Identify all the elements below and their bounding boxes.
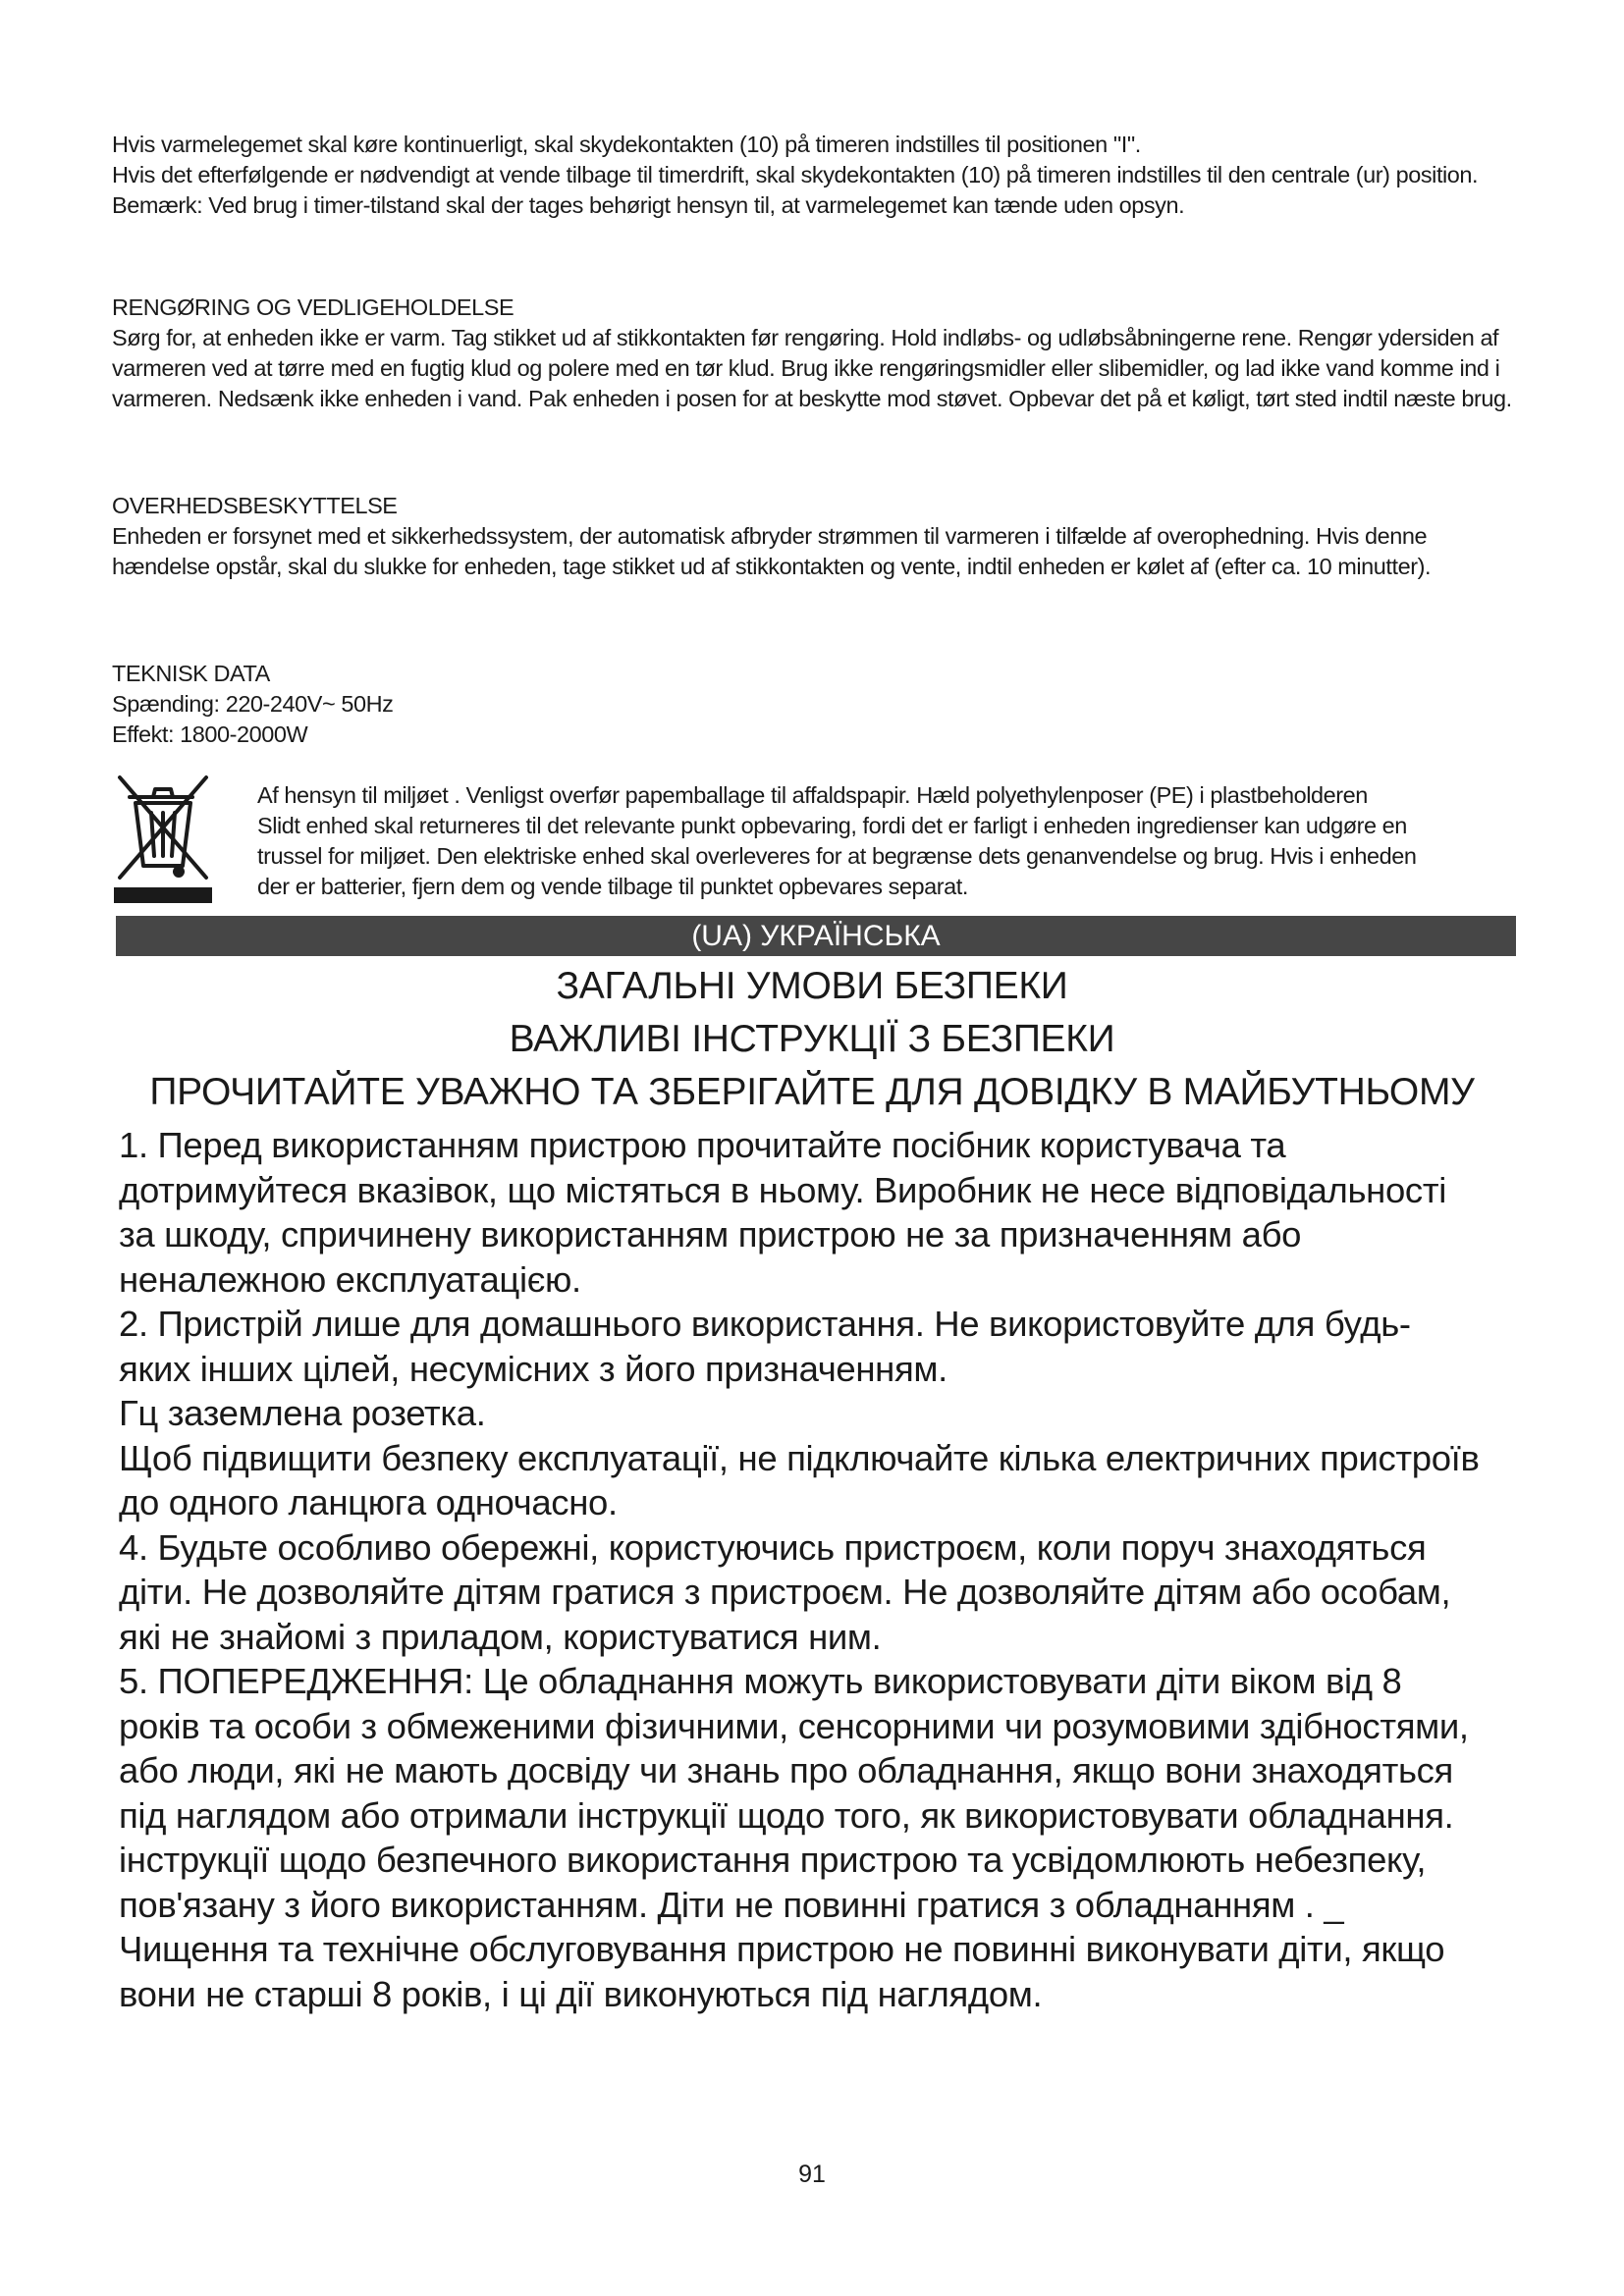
- ua-line: вони не старші 8 років, і ці дії виконуються під наглядом.: [119, 1973, 1043, 2014]
- tech-data-section: [112, 659, 1526, 750]
- ua-line: дотримуйтеся вказівок, що містяться в ньому. Виробник не несе відповідальності: [119, 1169, 1446, 1210]
- timer-line-2: Hvis det efterfølgende er nødvendigt at vende tilbage til timerdrift, skal skydekontakten (10) på timeren indstilles til den centrale (ur) position.: [112, 162, 1479, 187]
- timer-line-1: Hvis varmelegemet skal køre kontinuerligt, skal skydekontakten (10) på timeren indstilles til positionen "I".: [112, 132, 1141, 157]
- ua-safety-instructions: [119, 1123, 1523, 2016]
- ua-line: Щоб підвищити безпеку експлуатації, не підключайте кілька електричних пристроїв: [119, 1437, 1480, 1478]
- recycling-line-2: Slidt enhed skal returneres til det relevante punkt opbevaring, fordi det er farligt i enheden ingredienser kan udgøre en: [257, 813, 1407, 838]
- ua-line: або люди, які не мають досвіду чи знань про обладнання, якщо вони знаходяться: [119, 1750, 1453, 1790]
- ua-line: пов'язану з його використанням. Діти не повинні гратися з обладнанням . _: [119, 1884, 1344, 1925]
- overheat-text: Enheden er forsynet med et sikkerhedssystem, der automatisk afbryder strømmen til varmeren i tilfælde af overophedning. Hvis denne hændelse opstår, skal du slukke for enheden, tage stikket ud af stikkontakten og vente, indtil enheden er kølet af (efter ca. 10 minutter).: [112, 523, 1432, 579]
- ua-line: Гц заземлена розетка.: [119, 1393, 486, 1433]
- ua-title-general-safety: ЗАГАЛЬНІ УМОВИ БЕЗПЕКИ: [556, 965, 1068, 1007]
- ua-line: до одного ланцюга одночасно.: [119, 1482, 618, 1522]
- overheat-heading: OVERHEDSBESKYTTELSE: [112, 493, 398, 518]
- recycling-line-1: Af hensyn til miljøet . Venligst overfør papemballage til affaldspapir. Hæld polyethylenposer (PE) i plastbeholderen: [257, 782, 1368, 808]
- ua-line: 5. ПОПЕРЕДЖЕННЯ: Це обладнання можуть використовувати діти віком від 8: [119, 1661, 1402, 1701]
- ua-line: діти. Не дозволяйте дітям гратися з пристроєм. Не дозволяйте дітям або особам,: [119, 1572, 1451, 1612]
- ua-line: під наглядом або отримали інструкції щодо того, як використовувати обладнання.: [119, 1794, 1454, 1836]
- ua-line: які не знайомі з приладом, користуватися ним.: [119, 1616, 882, 1657]
- ua-line: яких інших цілей, несумісних з його призначенням.: [119, 1348, 947, 1389]
- cleaning-text: Sørg for, at enheden ikke er varm. Tag stikket ud af stikkontakten før rengøring. Hold indløbs- og udløbsåbningerne rene. Rengør ydersiden af varmeren ved at tørre med en fugtig klud og polere med en tør klud. Brug ikke rengøringsmidler eller slibemidler, og lad ikke vand komme ind i varmeren. Nedsænk ikke enheden i vand. Pak enheden i posen for at beskytte mod støvet. Opbevar det på et køligt, tørt sted indtil næste brug.: [112, 325, 1512, 411]
- ua-line: років та особи з обмеженими фізичними, сенсорними чи розумовими здібностями,: [119, 1705, 1469, 1746]
- ua-line: 4. Будьте особливо обережні, користуючись пристроєм, коли поруч знаходяться: [119, 1526, 1427, 1568]
- ua-line: інструкції щодо безпечного використання пристрою та усвідомлюють небезпеку,: [119, 1840, 1427, 1880]
- language-banner: (UA) УКРАЇНСЬКА: [116, 916, 1516, 956]
- timer-note: Bemærk: Ved brug i timer-tilstand skal der tages behørigt hensyn til, at varmelegemet kan tænde uden opsyn.: [112, 192, 1185, 218]
- timer-instructions: [112, 130, 1526, 221]
- cleaning-heading: RENGØRING OG VEDLIGEHOLDELSE: [112, 294, 514, 320]
- cleaning-section: [112, 293, 1526, 414]
- ua-line: за шкоду, спричинену використанням пристрою не за призначенням або: [119, 1214, 1302, 1255]
- recycling-line-4: der er batterier, fjern dem og vende tilbage til punktet opbevares separat.: [257, 874, 968, 899]
- page-number: 91: [798, 2161, 826, 2188]
- ua-line: Чищення та технічне обслуговування пристрою не повинні виконувати діти, якщо: [119, 1929, 1445, 1969]
- recycling-notice: [257, 780, 1534, 902]
- recycling-line-3: trussel for miljøet. Den elektriske enhed skal overleveres for at begrænse dets genanvendelse og brug. Hvis i enheden: [257, 843, 1417, 869]
- tech-power: Effekt: 1800-2000W: [112, 721, 308, 747]
- ua-line: неналежною експлуатацією.: [119, 1258, 581, 1300]
- ua-line: 2. Пристрій лише для домашнього використання. Не використовуйте для будь-: [119, 1304, 1411, 1344]
- ua-title-important-instructions: ВАЖЛИВІ ІНСТРУКЦІЇ З БЕЗПЕКИ: [509, 1018, 1115, 1060]
- crossed-out-wheelie-bin-icon: [110, 772, 216, 905]
- ua-title-read-carefully: ПРОЧИТАЙТЕ УВАЖНО ТА ЗБЕРІГАЙТЕ ДЛЯ ДОВІДКУ В МАЙБУТНЬОМУ: [149, 1071, 1475, 1113]
- tech-heading: TEKNISK DATA: [112, 661, 270, 686]
- tech-voltage: Spænding: 220-240V~ 50Hz: [112, 691, 394, 717]
- ua-line: 1. Перед використанням пристрою прочитайте посібник користувача та: [119, 1125, 1286, 1165]
- overheat-section: [112, 491, 1526, 582]
